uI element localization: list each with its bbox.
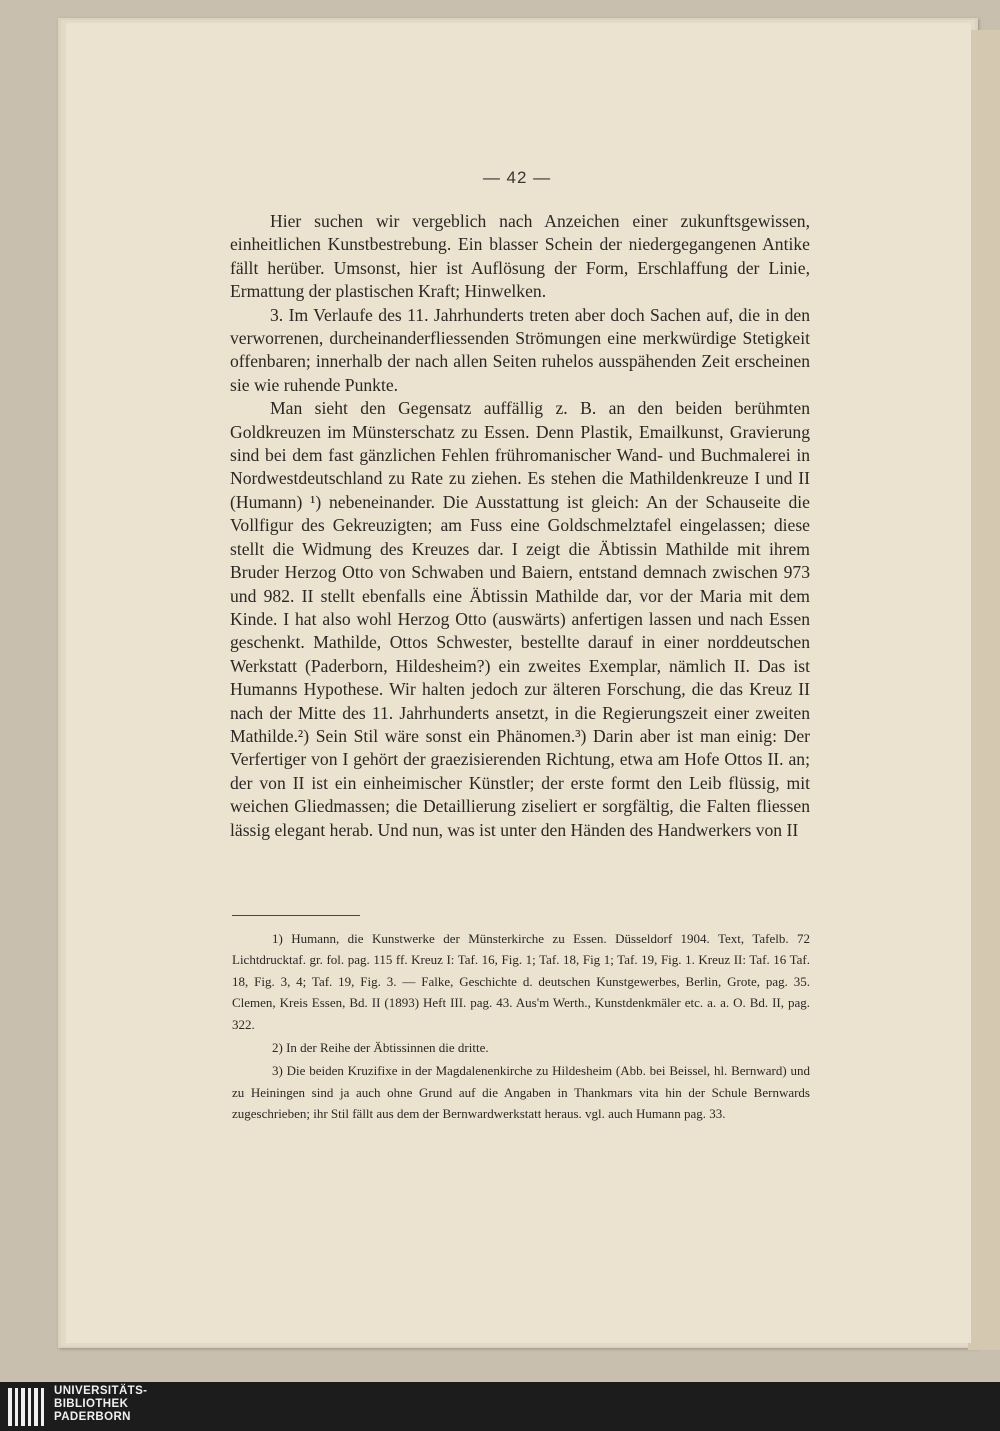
library-logo-text xyxy=(54,1385,147,1424)
footnote-2: 2) In der Reihe der Äbtissinnen die dritte. xyxy=(272,1040,489,1056)
logo-line-3: PADERBORN xyxy=(54,1411,131,1423)
footnote-3: 3) Die beiden Kruzifixe in der Magdalenenkirche zu Hildesheim (Abb. bei Beissel, hl. Bernward) und zu Heiningen sind ja auch ohne Grund auf die Angaben in Thankmars vita hin der Schule Bernwards zugeschrieben; ihr Stil fällt aus dem der Bernwardwerkstatt heraus. vgl. auch Humann pag. 33. xyxy=(232,1063,810,1122)
logo-line-1: UNIVERSITÄTS- xyxy=(54,1385,148,1397)
body-text xyxy=(230,210,810,842)
paragraph-3: Man sieht den Gegensatz auffällig z. B. an den beiden berühmten Goldkreuzen im Münsterschatz zu Essen. Denn Plastik, Emailkunst, Gravierung sind bei dem fast gänzlichen Fehlen frühromanischer Wand- und Buchmalerei in Nordwestdeutschland zu Rate zu ziehen. Es stehen die Mathildenkreuze I und II (Humann) ¹) nebeneinander. Die Ausstattung ist gleich: An der Schauseite die Vollfigur des Gekreuzigten; am Fuss eine Goldschmelztafel eingelassen; diese stellt die Widmung des Kreuzes dar. I zeigt die Äbtissin Mathilde mit ihrem Bruder Herzog Otto von Schwaben und Baiern, entstand demnach zwischen 973 und 982. II stellt ebenfalls eine Äbtissin Mathilde dar, vor der Maria mit dem Kinde. I hat also wohl Herzog Otto (auswärts) anfertigen lassen und nach Essen geschenkt. Mathilde, Ottos Schwester, bestellte darauf in einer norddeutschen Werkstatt (Paderborn, Hildesheim?) ein zweites Exemplar, nämlich II. Das ist Humanns Hypothese. Wir halten jedoch zur älteren Forschung, die das Kreuz II nach der Mitte des 11. Jahrhunderts ansetzt, in die Regierungszeit einer zweiten Mathilde.²) Sein Stil wäre sonst ein Phänomen.³) Darin aber ist man einig: Der Verfertiger von I gehört der graezisierenden Richtung, etwa am Hofe Ottos II. an; der von II ist ein einheimischer Künstler; der erste formt den Leib flüssig, mit weichen Gliedmassen; die Detaillierung ziseliert er sorgfältig, die Falten fliessen lässig elegant herab. Und nun, was ist unter den Händen des Handwerkers von II xyxy=(230,398,810,840)
logo-line-2: BIBLIOTHEK xyxy=(54,1398,129,1410)
library-barcode-icon xyxy=(8,1388,44,1426)
footnotes xyxy=(232,928,810,1127)
footnote-1: 1) Humann, die Kunstwerke der Münsterkirche zu Essen. Düsseldorf 1904. Text, Tafelb. 72 Lichtdrucktaf. gr. fol. pag. 115 ff. Kreuz I: Taf. 16, Fig. 1; Taf. 18, Fig 1; Taf. 19, Fig. 1. Kreuz II: Taf. 16 Taf. 18, Fig. 3, 4; Taf. 19, Fig. 3. — Falke, Geschichte d. deutschen Kunstgewerbes, Berlin, Grote, pag. 35. Clemen, Kreis Essen, Bd. II (1893) Heft III. pag. 43. Aus'm Werth., Kunstdenkmäler etc. a. a. O. Bd. II, pag. 322. xyxy=(232,931,810,1032)
page-number: — 42 — xyxy=(482,168,552,187)
paragraph-1: Hier suchen wir vergeblich nach Anzeichen einer zukunftsgewissen, einheitlichen Kunstbestrebung. Ein blasser Schein der niedergegangenen Antike fällt herüber. Umsonst, hier ist Auflösung der Form, Erschlaffung der Linie, Ermattung der plastischen Kraft; Hinwelken. xyxy=(230,211,810,302)
library-footer-bar xyxy=(0,1382,1000,1431)
paragraph-2: 3. Im Verlaufe des 11. Jahrhunderts treten aber doch Sachen auf, die in den verworrenen, durcheinanderfliessenden Strömungen eine merkwürdige Stetigkeit offenbaren; innerhalb der nach allen Seiten ruhelos ausspähenden Zeit erscheinen sie wie ruhende Punkte. xyxy=(230,304,810,395)
adjacent-page-strip xyxy=(968,30,1000,1350)
footnote-divider xyxy=(232,915,360,916)
